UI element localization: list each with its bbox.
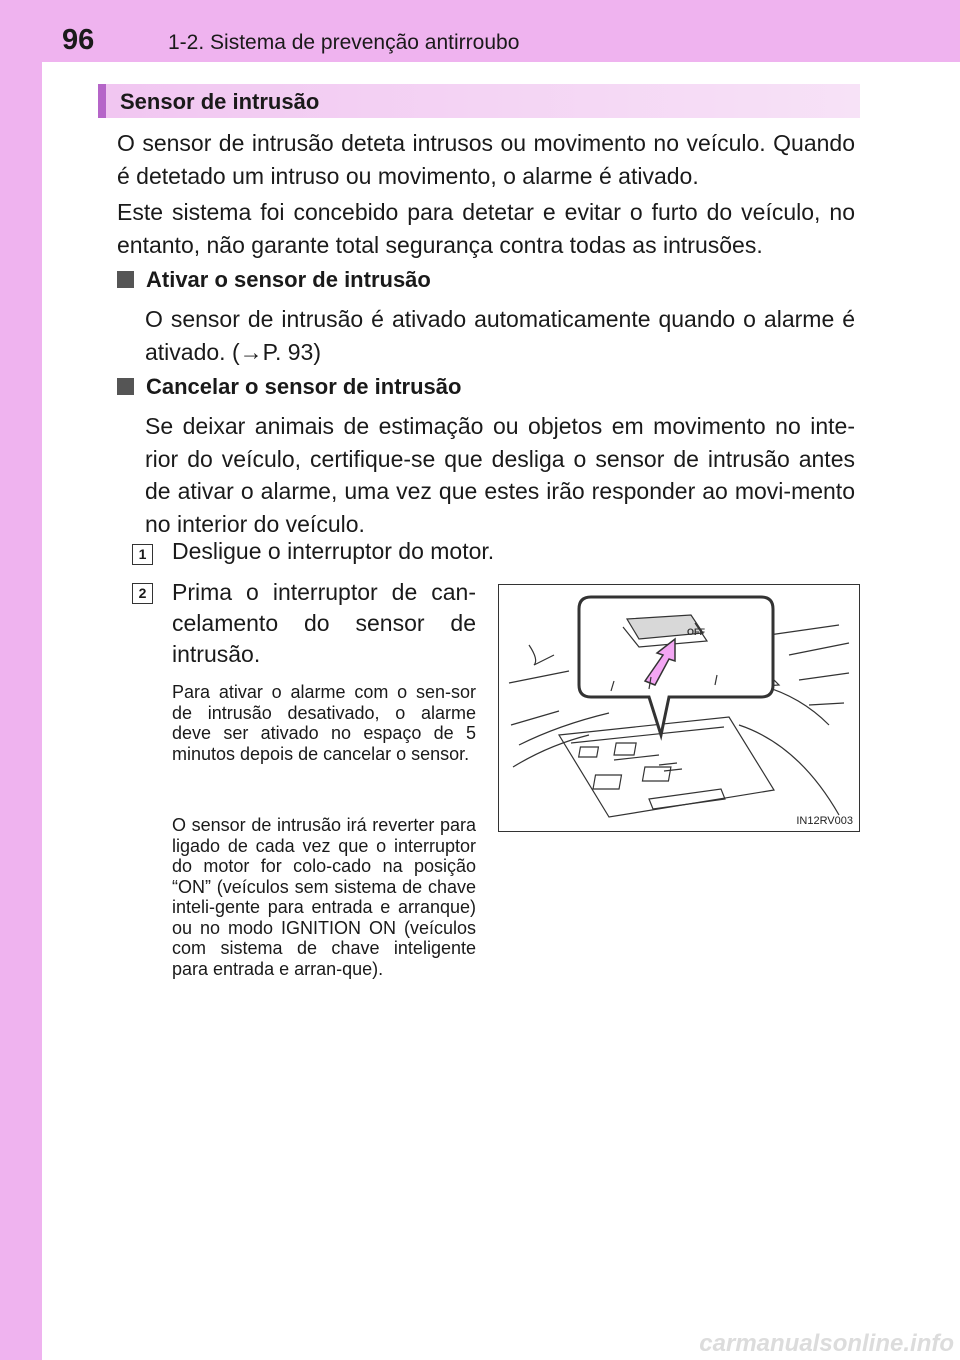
section-header [98, 84, 860, 118]
console-drawing [499, 585, 859, 831]
watermark: carmanualsonline.info [699, 1330, 954, 1357]
switch-off-label: OFF [687, 627, 705, 637]
square-bullet-icon [117, 271, 134, 288]
page-number: 96 [62, 24, 95, 56]
section-title: Sensor de intrusão [120, 89, 320, 114]
activate-paragraph: O sensor de intrusão é ativado automaticamente quando o alarme é ativado. (→P. 93) [145, 306, 855, 365]
step-1-text: Desligue o interruptor do motor. [172, 538, 495, 564]
cancel-paragraph: Se deixar animais de estimação ou objetos em movimento no inte-rior do veículo, certifique-se que desliga o sensor de intrusão antes de ativar o alarme, uma vez que estes irão responder ao movi-mento no interior do veículo. [145, 413, 855, 537]
step-2-badge: 2 [132, 583, 153, 604]
note-1: Para ativar o alarme com o sen-sor de intrusão desativado, o alarme deve ser ativado no espaço de 5 minutos depois de cancelar o sensor. [172, 682, 476, 764]
cancel-heading-text: Cancelar o sensor de intrusão [146, 374, 462, 399]
square-bullet-icon [117, 378, 134, 395]
chapter-tab-band [0, 0, 42, 1360]
activate-heading [117, 267, 431, 293]
figure-caption: IN12RV003 [796, 815, 853, 827]
intro-paragraph-2: Este sistema foi concebido para detetar e evitar o furto do veículo, no entanto, não garante total segurança contra todas as intrusões. [117, 199, 855, 258]
step-1-badge: 1 [132, 544, 153, 565]
note-2: O sensor de intrusão irá reverter para ligado de cada vez que o interruptor do motor for colo-cado na posição “ON” (veículos sem sistema de chave inteli-gente para entrada e arranque) ou no modo IGNITION ON (veículos com sistema de chave inteligente para entrada e arran-que). [172, 815, 476, 979]
intro-paragraph-1: O sensor de intrusão deteta intrusos ou movimento no veículo. Quando é detetado um intruso ou movimento, o alarme é ativado. [117, 130, 855, 189]
cancel-heading [117, 374, 461, 400]
chapter-title: 1-2. Sistema de prevenção antirroubo [168, 31, 520, 54]
step-2-text: Prima o interruptor de can-celamento do sensor de intrusão. [172, 579, 476, 667]
activate-heading-text: Ativar o sensor de intrusão [146, 267, 431, 292]
overhead-console-illustration [498, 584, 860, 832]
